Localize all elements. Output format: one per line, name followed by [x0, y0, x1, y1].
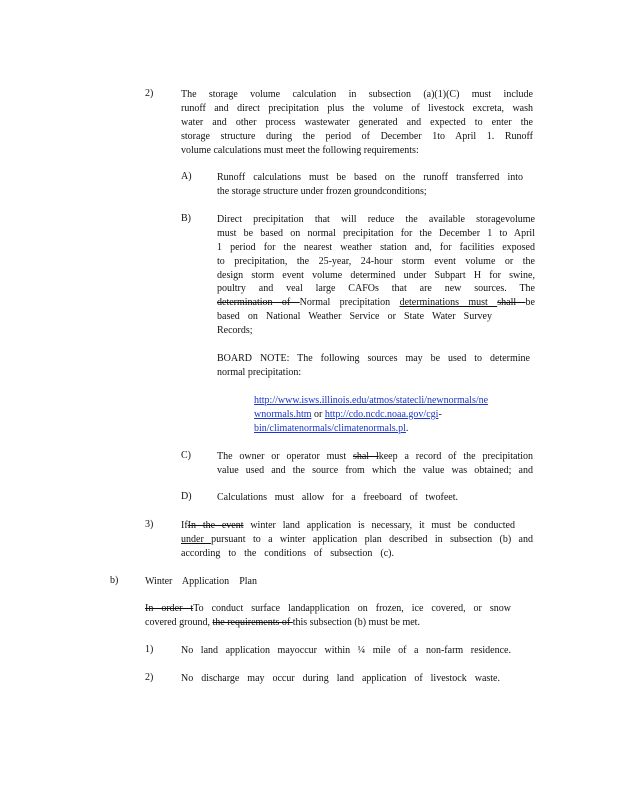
text-fragment: keep a record of the precipitation — [378, 451, 534, 462]
text-fragment: To conduct surface landapplication on frozen, ice covered, or snow — [193, 603, 511, 614]
board-note-line: BOARD NOTE: The following sources may be used to determine — [217, 353, 530, 364]
text-line: runoff and direct precipitation plus the volume of livestock excreta, wash — [181, 102, 533, 114]
ncdc-link[interactable]: http://cdo.ncdc.noaa.gov/cgi — [324, 408, 439, 420]
underlined-text: determinations must — [399, 297, 498, 309]
sub-b-paragraph — [217, 213, 535, 338]
text-line-amended — [181, 533, 533, 547]
section-b-label: b) — [110, 575, 119, 586]
link-dash: - — [438, 408, 442, 420]
inserted-text: If — [181, 520, 188, 531]
period: . — [405, 422, 409, 434]
item-3-label: 3) — [145, 519, 154, 530]
section-title: Winter Application Plan — [145, 576, 257, 587]
text-line: water and other process wastewater generated and expected to enter the — [181, 116, 533, 128]
text-line: No discharge may occur during land application of livestock waste. — [181, 673, 500, 684]
text-line: Calculations must allow for a freeboard of twofeet. — [217, 492, 458, 503]
sub-d-paragraph — [217, 491, 458, 505]
isws-link[interactable]: http://www.isws.illinois.edu/atmos/statecli/newnormals/ne — [254, 395, 489, 406]
text-fragment: winter land application is necessary, it must be conducted — [243, 520, 515, 531]
item-3-paragraph — [181, 519, 533, 561]
text-line: Records; — [217, 325, 253, 337]
sub-a-paragraph — [217, 171, 523, 199]
item-2-paragraph — [181, 88, 533, 157]
text-line: Runoff calculations must be based on the runoff transferred into — [217, 172, 523, 183]
text-line — [254, 408, 494, 422]
b1-label: 1) — [145, 644, 154, 655]
text-line: based on National Weather Service or State Water Survey — [217, 311, 492, 323]
sub-a-label: A) — [181, 171, 192, 182]
deleted-text: In the event — [187, 520, 244, 531]
board-note-line: normal precipitation: — [217, 366, 302, 378]
text-fragment: The owner or operator must — [217, 451, 353, 462]
or-text: or — [311, 408, 325, 420]
sub-b-label: B) — [181, 213, 191, 224]
text-line: value used and the source from which the value was obtained; and — [217, 464, 533, 476]
text-line-amended — [181, 519, 515, 533]
text-line: storage structure during the period of December 1to April 1. Runoff — [181, 130, 533, 142]
deleted-text: the requirements of — [212, 616, 293, 628]
text-line-amended — [145, 616, 420, 630]
text-line: 1 period for the nearest weather station and, for facilities exposed — [217, 241, 535, 253]
isws-link-continued[interactable]: wnormals.htm — [254, 408, 312, 420]
source-links — [254, 394, 494, 436]
text-line: the storage structure under frozen groundconditions; — [217, 185, 427, 197]
deleted-text: determination of — [217, 297, 300, 309]
b2-label: 2) — [145, 672, 154, 683]
text-line: to precipitation, the 25-year, 24-hour storm event volume or the — [217, 255, 535, 267]
text-line: must be based on normal precipitation for the December 1 to April — [217, 227, 535, 239]
text-line: poultry and veal large CAFOs that are new sources. The — [217, 283, 535, 295]
sub-c-paragraph — [217, 450, 533, 478]
text-line-amended — [217, 450, 533, 464]
text-fragment: be — [525, 297, 535, 309]
deleted-text: shal l — [352, 451, 379, 462]
deleted-text: In order t — [145, 603, 194, 614]
section-b-title — [145, 575, 257, 589]
text-line — [254, 422, 494, 436]
text-line: volume calculations must meet the following requirements: — [181, 144, 419, 156]
text-line-amended — [217, 296, 535, 310]
b2-paragraph — [181, 672, 500, 686]
deleted-text: shall — [497, 297, 526, 309]
inserted-text: Normal precipitation — [299, 297, 400, 309]
text-line-amended — [145, 602, 511, 616]
text-fragment: pursuant to a winter application plan described in subsection (b) and — [211, 533, 533, 545]
text-line: The storage volume calculation in subsection (a)(1)(C) must include — [181, 89, 533, 100]
text-line: No land application mayoccur within ¼ mile of a non-farm residence. — [181, 645, 511, 656]
text-line — [254, 394, 494, 408]
text-line: according to the conditions of subsection (c). — [181, 547, 394, 559]
text-line: design storm event volume determined under Subpart H for swine, — [217, 269, 535, 281]
text-line: Direct precipitation that will reduce the available storagevolume — [217, 214, 535, 225]
text-fragment: this subsection (b) must be met. — [292, 616, 420, 628]
board-note — [217, 352, 530, 380]
ncdc-link-continued[interactable]: bin/climatenormals/climatenormals.pl — [254, 422, 406, 434]
item-2-label: 2) — [145, 88, 154, 99]
section-b-paragraph — [145, 602, 511, 630]
text-fragment: covered ground, — [145, 616, 213, 628]
sub-d-label: D) — [181, 491, 192, 502]
underlined-text: under — [181, 533, 212, 545]
b1-paragraph — [181, 644, 511, 658]
sub-c-label: C) — [181, 450, 191, 461]
